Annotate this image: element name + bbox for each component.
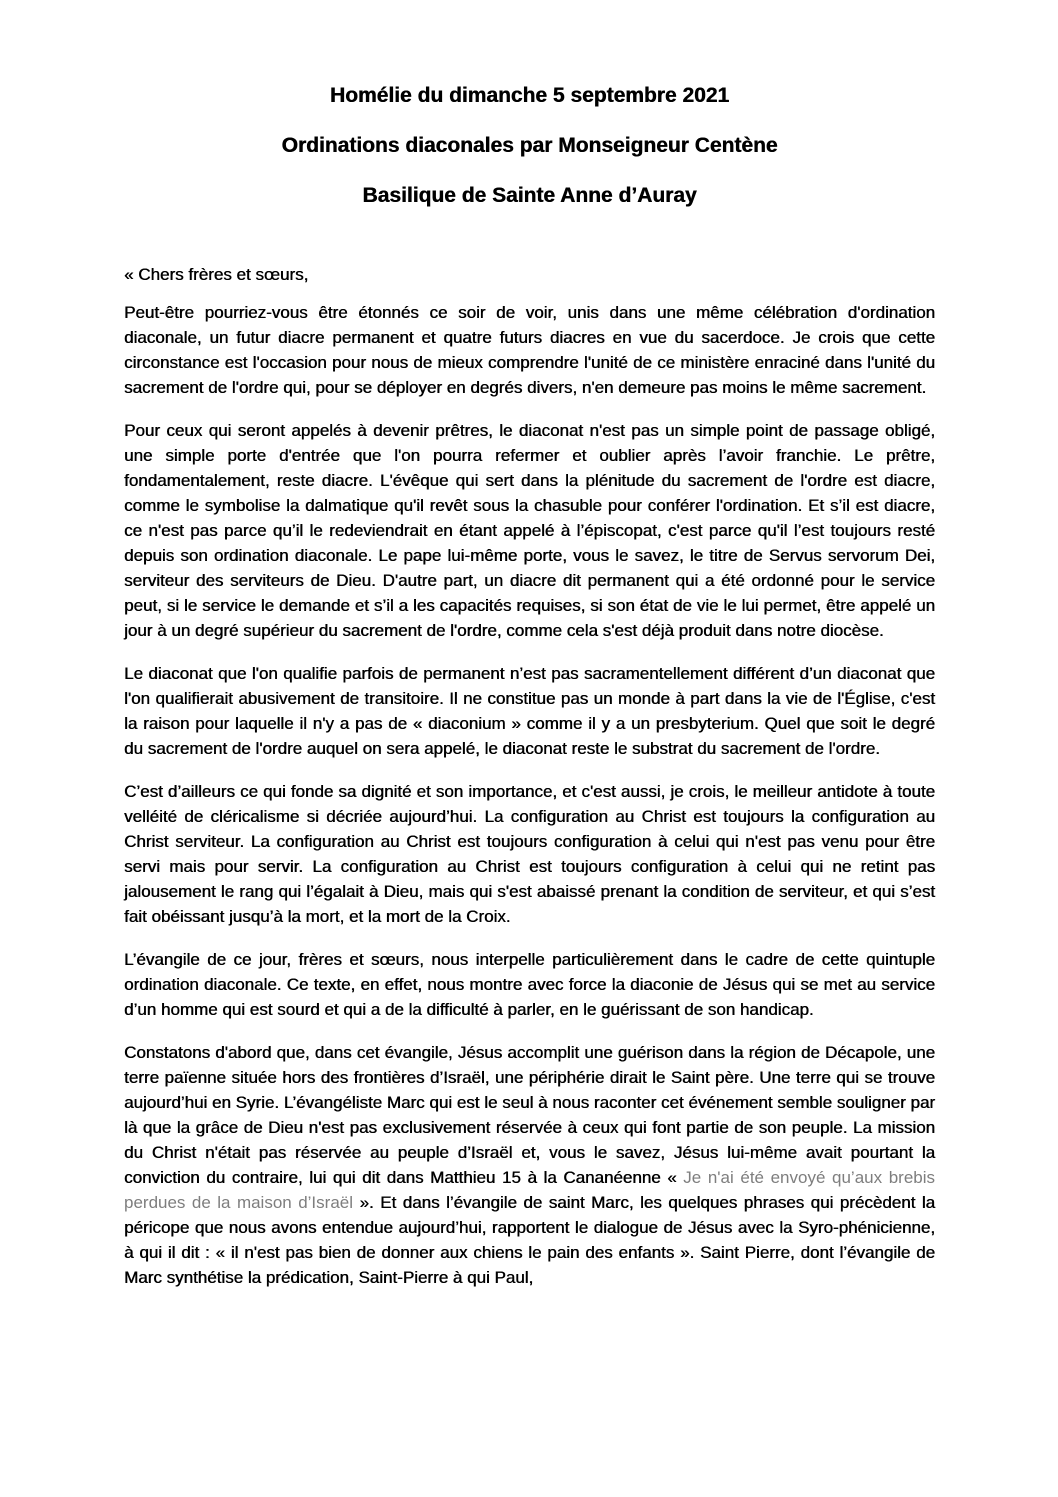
document-header: [124, 85, 935, 206]
document-title: Homélie du dimanche 5 septembre 2021: [329, 84, 730, 107]
paragraph-2: Pour ceux qui seront appelés à devenir prêtres, le diaconat n'est pas un simple point de passage obligé, une simple porte d'entrée que l'on pourra refermer et oublier après l’avoir franchie. Le prêtre, fondamentalement, reste diacre. L'évêque qui sert dans la plénitude du sacrement de l'ordre est diacre, comme le symbolise la dalmatique qu'il revêt sous la chasuble pour conférer l'ordination. Et s’il est diacre, ce n'est pas parce qu’il le redeviendrait en étant appelé à l’épiscopat, c'est parce qu'il l’est toujours resté depuis son ordination diaconale. Le pape lui-même porte, vous le savez, le titre de Servus servorum Dei, serviteur des serviteurs de Dieu. D'autre part, un diacre dit permanent qui a été ordonné pour le service peut, si le service le demande et s’il a les capacités requises, si son état de vie le lui permet, être appelé un jour à un degré supérieur du sacrement de l'ordre, comme cela s'est déjà produit dans notre diocèse.: [124, 421, 935, 640]
paragraph-1: Peut-être pourriez-vous être étonnés ce soir de voir, unis dans une même célébration d'ordination diaconale, un futur diacre permanent et quatre futurs diacres en vue du sacerdoce. Je crois que cette circonstance est l'occasion pour nous de mieux comprendre l'unité de ce ministère enraciné dans l'unité du sacrement de l'ordre qui, pour se déployer en degrés divers, n'en demeure pas moins le même sacrement.: [124, 303, 935, 397]
document-subtitle-location: Basilique de Sainte Anne d’Auray: [362, 184, 697, 207]
document-body: [124, 262, 935, 1290]
paragraph-4: C’est d’ailleurs ce qui fonde sa dignité et son importance, et c'est aussi, je crois, le meilleur antidote à toute velléité de cléricalisme si décriée aujourd’hui. La configuration au Christ est toujours la configuration au Christ serviteur. La configuration au Christ est toujours configuration à celui qui n'est pas venu pour être servi mais pour servir. La configuration au Christ est toujours configuration à celui qui ne retint pas jalousement le rang qui l’égalait à Dieu, mais qui s'est abaissé prenant la condition de serviteur, et qui s’est fait obéissant jusqu’à la mort, et la mort de la Croix.: [124, 782, 935, 926]
paragraph-6-text-after-quote: ». Et dans l’évangile de saint Marc, les quelques phrases qui précèdent la péricope que nous avons entendue aujourd’hui, rapportent le dialogue de Jésus avec la Syro-phénicienne, à qui il dit : « il n'est pas bien de donner aux chiens le pain des enfants ». Saint Pierre, dont l’évangile de Marc synthétise la prédication, Saint-Pierre à qui Paul,: [124, 1193, 935, 1287]
document-subtitle-ordinations: Ordinations diaconales par Monseigneur Centène: [281, 134, 778, 157]
salutation-line: « Chers frères et sœurs,: [124, 265, 309, 284]
paragraph-6-text-before-quote: Constatons d'abord que, dans cet évangile, Jésus accomplit une guérison dans la région de Décapole, une terre païenne située hors des frontières d’Israël, une périphérie dirait le Saint père. Une terre qui se trouve aujourd’hui en Syrie. L’évangéliste Marc qui est le seul à nous raconter cet événement semble souligner par là que la grâce de Dieu n'est pas exclusivement réservée à ceux qui font partie de son peuple. La mission du Christ n'était pas réservée au peuple d’Israël et, vous le savez, Jésus lui-même avait pourtant la conviction du contraire, lui qui dit dans Matthieu 15 à la Cananéenne «: [124, 1043, 935, 1187]
paragraph-6: [124, 1040, 935, 1290]
paragraph-3: Le diaconat que l'on qualifie parfois de permanent n’est pas sacramentellement différent d’un diaconat que l'on qualifierait abusivement de transitoire. Il ne constitue pas un monde à part dans la vie de l'Église, c'est la raison pour laquelle il n'y a pas de « diaconium » comme il y a un presbyterium. Quel que soit le degré du sacrement de l'ordre auquel on sera appelé, le diaconat reste le substrat du sacrement de l'ordre.: [124, 664, 935, 758]
scripture-quote-gray: Je n'ai été envoyé qu’aux brebis perdues de la maison d’Israël: [124, 1168, 936, 1212]
paragraph-5: L’évangile de ce jour, frères et sœurs, nous interpelle particulièrement dans le cadre de cette quintuple ordination diaconale. Ce texte, en effet, nous montre avec force la diaconie de Jésus qui se met au service d’un homme qui est sourd et qui a de la difficulté à parler, en le guérissant de son handicap.: [124, 950, 935, 1019]
